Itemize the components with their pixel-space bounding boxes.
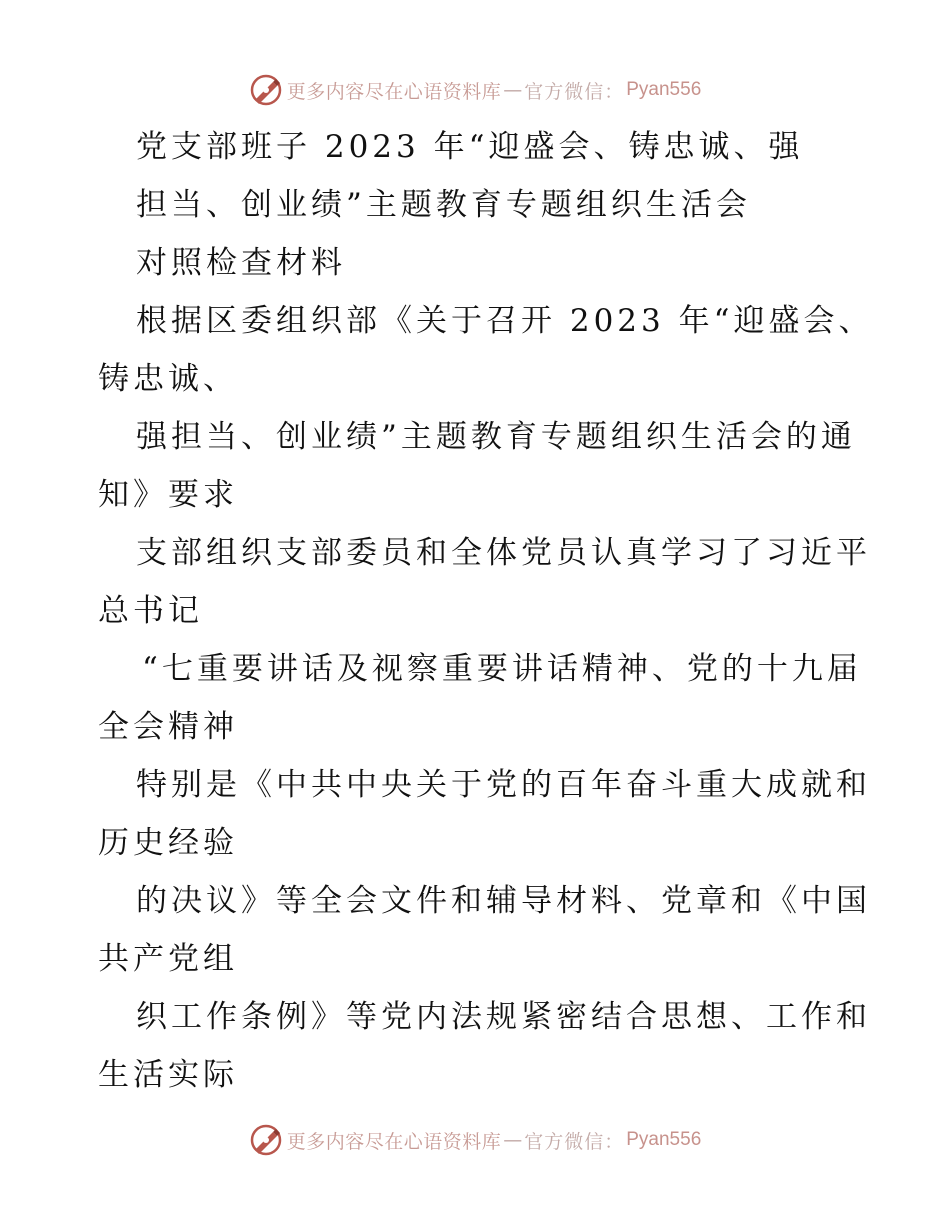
paragraph-line: 支部组织支部委员和全体党员认真学习了习近平 <box>136 535 871 571</box>
watermark-dash: — <box>503 1129 523 1151</box>
paragraph-line: “七重要讲话及视察重要讲话精神、党的十九届 <box>142 651 862 687</box>
paragraph-line: 知》要求 <box>98 477 238 513</box>
paragraph-line: 强担当、创业绩”主题教育专题组织生活会的通 <box>136 419 856 455</box>
watermark-wechat-label: 官方微信： <box>524 80 625 103</box>
paragraph-line: 共产党组 <box>98 941 238 977</box>
paragraph-line: 历史经验 <box>98 825 238 861</box>
title-line-1: 党支部班子 2023 年“迎盛会、铸忠诚、强 <box>136 129 804 165</box>
watermark-text: 更多内容尽在心语资料库 <box>286 1130 502 1153</box>
watermark-wechat-id: Pyan556 <box>626 79 702 100</box>
watermark-footer <box>0 1120 950 1160</box>
paragraph-line: 特别是《中共中央关于党的百年奋斗重大成就和 <box>136 767 871 803</box>
watermark-header <box>0 70 950 110</box>
pen-logo-icon <box>249 73 283 107</box>
watermark-text: 更多内容尽在心语资料库 <box>286 80 502 103</box>
watermark-wechat-id: Pyan556 <box>626 1129 702 1150</box>
paragraph-line: 铸忠诚、 <box>98 361 238 397</box>
paragraph-line: 全会精神 <box>98 709 238 745</box>
document-body <box>98 118 878 1104</box>
paragraph-line: 生活实际 <box>98 1057 238 1093</box>
watermark-wechat-label: 官方微信： <box>524 1130 625 1153</box>
paragraph-line: 根据区委组织部《关于召开 2023 年“迎盛会、 <box>136 303 874 339</box>
title-line-3: 对照检查材料 <box>136 245 346 281</box>
watermark-dash: — <box>503 79 523 101</box>
paragraph-line: 总书记 <box>98 593 203 629</box>
paragraph-line: 织工作条例》等党内法规紧密结合思想、工作和 <box>136 999 871 1035</box>
pen-logo-icon <box>249 1123 283 1157</box>
title-line-2: 担当、创业绩”主题教育专题组织生活会 <box>136 187 751 223</box>
paragraph-line: 的决议》等全会文件和辅导材料、党章和《中国 <box>136 883 871 919</box>
